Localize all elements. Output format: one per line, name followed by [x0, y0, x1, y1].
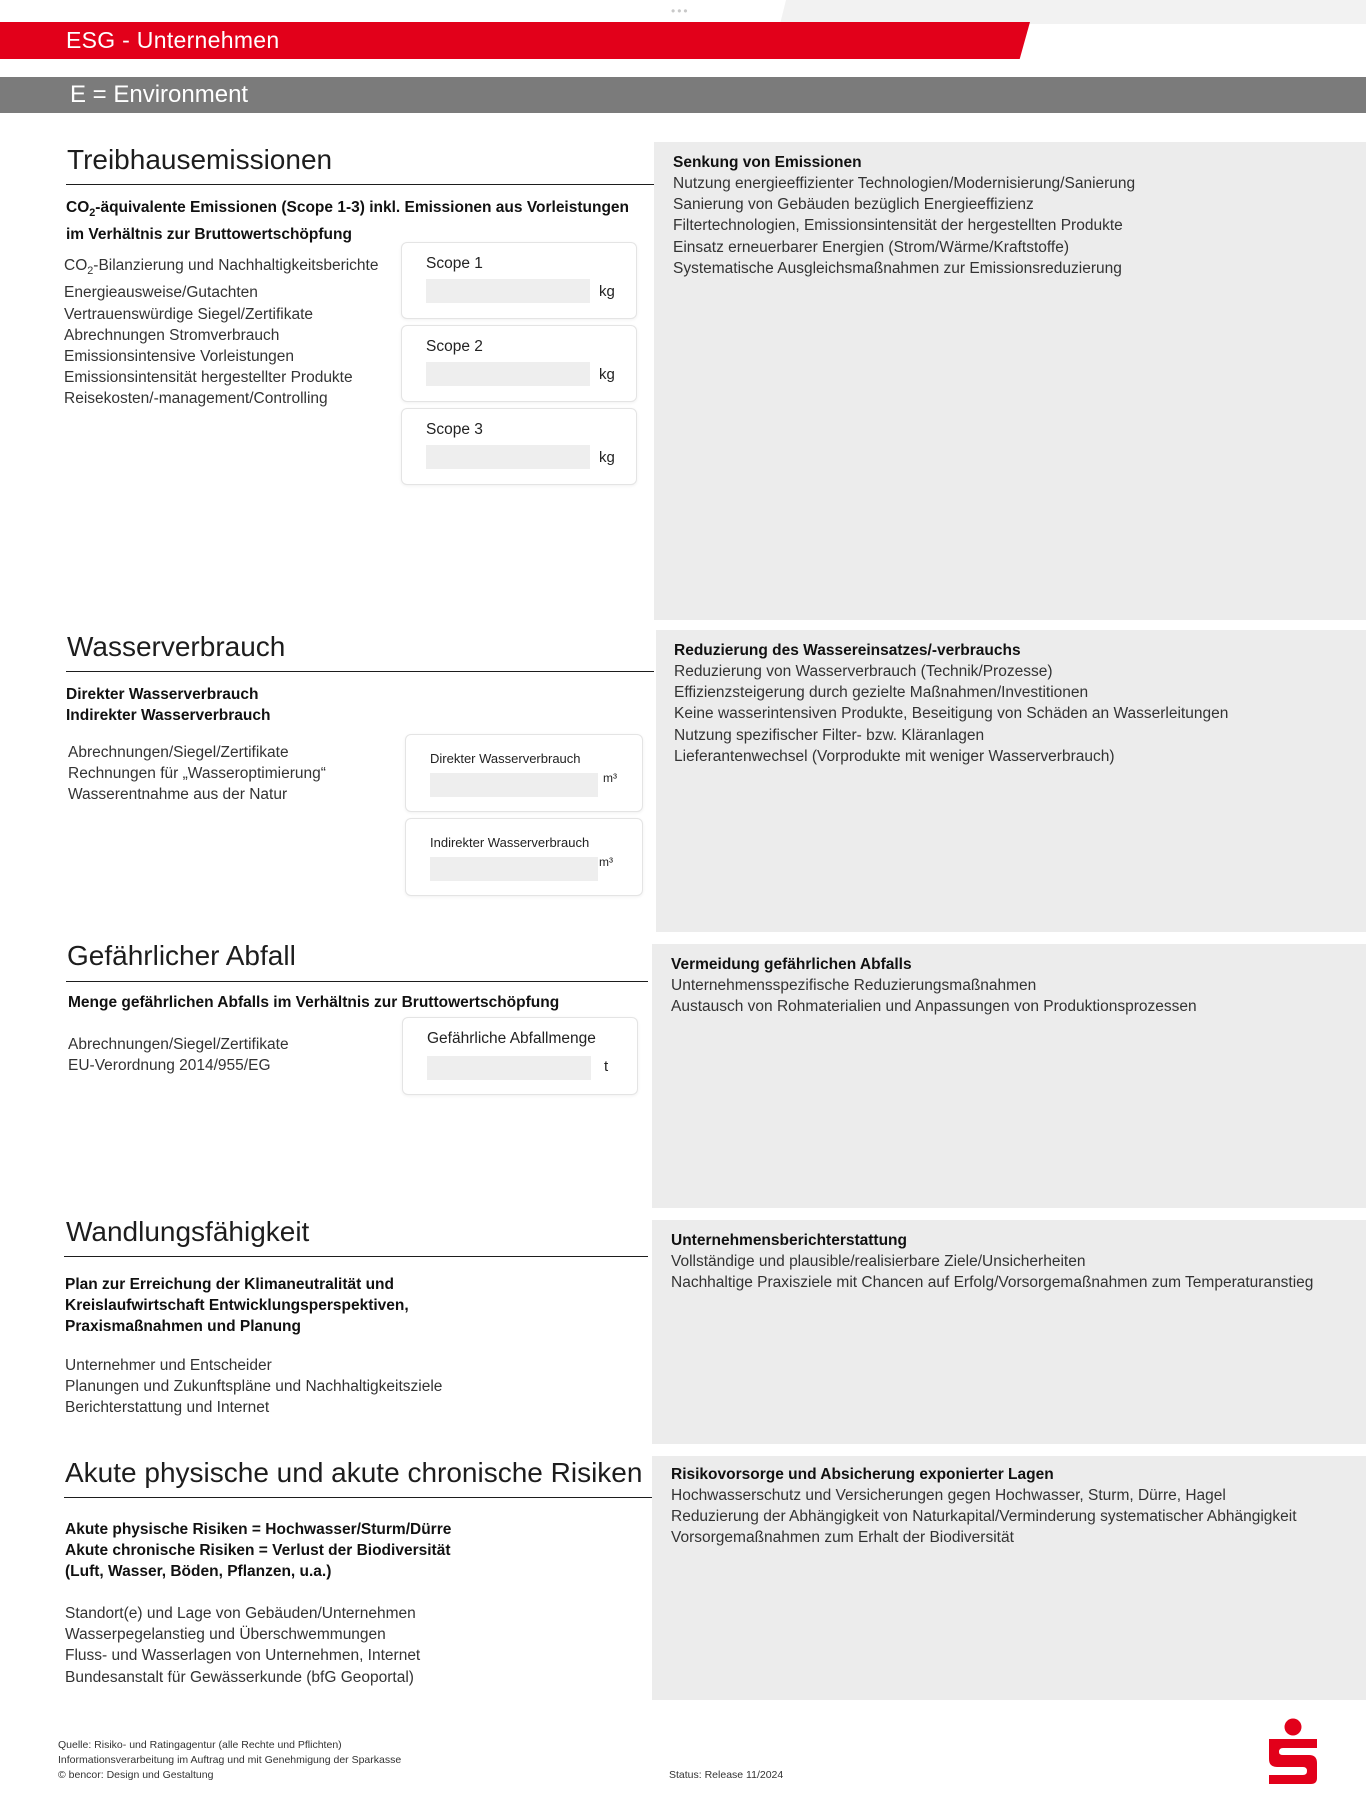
section-rule — [66, 184, 654, 185]
sparkasse-logo-icon — [1265, 1718, 1321, 1786]
section-title-wasser: Wasserverbrauch — [67, 631, 286, 662]
panel-title: Vermeidung gefährlichen Abfalls — [671, 956, 912, 973]
source-list — [68, 742, 326, 806]
page-title: ESG - Unternehmen — [66, 27, 280, 53]
page-subtitle: E = Environment — [70, 81, 249, 108]
footer-status: Status: Release 11/2024 — [669, 1769, 784, 1781]
heading-line: Praxismaßnahmen und Planung — [65, 1318, 301, 1335]
scope-2-unit: kg — [599, 366, 615, 383]
heading-line: Akute physische Risiken = Hochwasser/Sturm/Dürre — [65, 1521, 452, 1538]
heading-line: im Verhältnis zur Bruttowertschöpfung — [66, 226, 352, 244]
list-item: Vollständige und plausible/realisierbare Ziele/Unsicherheiten — [671, 1253, 1086, 1270]
direct-water-unit: m³ — [603, 771, 617, 785]
section-rule — [64, 1256, 648, 1257]
list-item: Reisekosten/-management/Controlling — [64, 390, 328, 408]
heading-line-rest: -äquivalente Emissionen (Scope 1-3) inkl. Emissionen aus Vorleistungen — [95, 199, 630, 216]
heading-line: Kreislaufwirtschaft Entwicklungsperspektiven, — [65, 1297, 409, 1314]
list-item: Unternehmer und Entscheider — [65, 1357, 272, 1374]
measures-panel-wandlung — [652, 1220, 1366, 1444]
footer-line: © bencor: Design und Gestaltung — [58, 1769, 214, 1781]
indirect-water-unit: m³ — [599, 855, 613, 869]
drag-handle-dots: ••• — [671, 4, 690, 18]
list-item: Nachhaltige Praxisziele mit Chancen auf Erfolg/Vorsorgemaßnahmen zum Temperaturanstieg — [671, 1274, 1314, 1292]
list-item: Abrechnungen/Siegel/Zertifikate — [68, 1036, 289, 1053]
list-item: Einsatz erneuerbarer Energien (Strom/Wärme/Kraftstoffe) — [673, 238, 1069, 256]
panel-title: Unternehmensberichterstattung — [671, 1232, 907, 1249]
panel-list — [673, 173, 1135, 279]
section-rule — [66, 671, 654, 672]
panel-title: Reduzierung des Wassereinsatzes/-verbrauchs — [674, 642, 1021, 659]
list-item: Rechnungen für „Wasseroptimierung“ — [68, 765, 326, 783]
indirect-water-input[interactable] — [430, 857, 598, 881]
indirect-water-box — [405, 818, 643, 896]
list-item: $CO_2$-Bilanzierung und Nachhaltigkeitsberichte — [64, 257, 379, 278]
section-title-risiken: Akute physische und akute chronische Risiken — [65, 1457, 643, 1488]
list-item: Hochwasserschutz und Versicherungen gegen Hochwasser, Sturm, Dürre, Hagel — [671, 1487, 1226, 1504]
direct-water-input[interactable] — [430, 773, 598, 797]
heading-line: $CO_2$-äquivalente Emissionen (Scope 1-3) inkl. Emissionen aus Vorleistungen — [66, 199, 630, 220]
measures-panel-abfall — [652, 944, 1366, 1208]
footer-source — [58, 1738, 401, 1783]
list-item: Lieferantenwechsel (Vorprodukte mit weniger Wasserverbrauch) — [674, 747, 1115, 765]
list-item: Berichterstattung und Internet — [65, 1399, 270, 1417]
heading-line: Akute chronische Risiken = Verlust der Biodiversität — [65, 1542, 451, 1559]
list-item: Vorsorgemaßnahmen zum Erhalt der Biodiversität — [671, 1529, 1014, 1547]
direct-water-box — [405, 734, 643, 812]
indirect-water-label: Indirekter Wasserverbrauch — [430, 835, 590, 850]
panel-list — [671, 975, 1197, 1017]
scope-1-unit: kg — [599, 283, 615, 300]
section-title-abfall: Gefährlicher Abfall — [67, 940, 296, 971]
scope-3-label: Scope 3 — [426, 421, 483, 438]
list-item: Wasserentnahme aus der Natur — [68, 786, 288, 804]
list-item: Vertrauenswürdige Siegel/Zertifikate — [64, 305, 313, 323]
section-heading — [65, 1274, 409, 1337]
list-item: Abrechnungen Stromverbrauch — [64, 326, 280, 344]
section-heading — [66, 197, 629, 245]
scope-3-input[interactable] — [426, 445, 590, 469]
measures-panel-emissionen — [654, 142, 1366, 620]
section-heading — [66, 684, 270, 726]
list-item: Wasserpegelanstieg und Überschwemmungen — [65, 1626, 386, 1644]
list-item: Nutzung energieeffizienter Technologien/Modernisierung/Sanierung — [673, 175, 1136, 192]
list-item: Sanierung von Gebäuden bezüglich Energieeffizienz — [673, 196, 1034, 214]
list-item: Abrechnungen/Siegel/Zertifikate — [68, 744, 289, 761]
scope-1-box — [401, 242, 637, 319]
measures-panel-risiken — [652, 1456, 1366, 1700]
scope-2-input[interactable] — [426, 362, 590, 386]
scope-3-box — [401, 408, 637, 485]
scope-1-label: Scope 1 — [426, 255, 483, 272]
scope-2-box — [401, 325, 637, 402]
section-heading — [65, 1519, 451, 1582]
list-item: Reduzierung von Wasserverbrauch (Technik/Prozesse) — [674, 663, 1053, 680]
heading-line: Indirekter Wasserverbrauch — [66, 707, 271, 724]
list-item: Systematische Ausgleichsmaßnahmen zur Emissionsreduzierung — [673, 259, 1122, 277]
measures-panel-wasser — [656, 630, 1366, 932]
panel-title: Senkung von Emissionen — [673, 154, 862, 171]
source-list — [68, 1034, 289, 1076]
footer-line: Quelle: Risiko- und Ratingagentur (alle Rechte und Pflichten) — [58, 1739, 342, 1751]
section-title-wandlung: Wandlungsfähigkeit — [66, 1216, 310, 1247]
section-title-treibhaus: Treibhausemissionen — [67, 144, 333, 175]
heading-line: (Luft, Wasser, Böden, Pflanzen, u.a.) — [65, 1563, 332, 1580]
list-item: Austausch von Rohmaterialien und Anpassungen von Produktionsprozessen — [671, 998, 1197, 1016]
source-list — [65, 1603, 420, 1688]
section-heading — [68, 992, 559, 1013]
hazardous-waste-label: Gefährliche Abfallmenge — [427, 1030, 596, 1047]
heading-line: Menge gefährlichen Abfalls im Verhältnis zur Bruttowertschöpfung — [68, 994, 560, 1011]
list-item: Emissionsintensität hergestellter Produkte — [64, 369, 353, 387]
list-item: Keine wasserintensiven Produkte, Beseitigung von Schäden an Wasserleitungen — [674, 705, 1229, 723]
section-rule — [64, 1497, 652, 1498]
panel-list — [671, 1251, 1313, 1293]
list-item: Unternehmensspezifische Reduzierungsmaßnahmen — [671, 977, 1037, 994]
list-item: Reduzierung der Abhängigkeit von Naturkapital/Verminderung systematischer Abhängigkeit — [671, 1508, 1297, 1526]
top-strip — [780, 0, 1366, 24]
list-item: Fluss- und Wasserlagen von Unternehmen, Internet — [65, 1647, 421, 1665]
list-item: Planungen und Zukunftspläne und Nachhaltigkeitsziele — [65, 1378, 443, 1396]
hazardous-waste-unit: t — [604, 1058, 609, 1075]
panel-title: Risikovorsorge und Absicherung exponierter Lagen — [671, 1466, 1054, 1483]
scope-1-input[interactable] — [426, 279, 590, 303]
panel-list — [674, 661, 1228, 767]
source-list — [64, 255, 378, 410]
direct-water-label: Direkter Wasserverbrauch — [430, 751, 581, 766]
list-item: Bundesanstalt für Gewässerkunde (bfG Geoportal) — [65, 1668, 414, 1686]
scope-3-unit: kg — [599, 449, 615, 466]
section-rule — [66, 981, 648, 982]
list-item: Emissionsintensive Vorleistungen — [64, 347, 295, 365]
list-item: Filtertechnologien, Emissionsintensität der hergestellten Produkte — [673, 217, 1123, 235]
list-item: Standort(e) und Lage von Gebäuden/Unternehmen — [65, 1605, 416, 1622]
source-list — [65, 1355, 442, 1419]
list-item: Effizienzsteigerung durch gezielte Maßnahmen/Investitionen — [674, 684, 1089, 702]
list-item: Nutzung spezifischer Filter- bzw. Kläranlagen — [674, 726, 985, 744]
footer-line: Informationsverarbeitung im Auftrag und mit Genehmigung der Sparkasse — [58, 1754, 402, 1766]
heading-line: Direkter Wasserverbrauch — [66, 686, 259, 703]
scope-2-label: Scope 2 — [426, 338, 483, 355]
list-item: Energieausweise/Gutachten — [64, 284, 258, 302]
list-item: EU-Verordnung 2014/955/EG — [68, 1057, 271, 1075]
heading-line: Plan zur Erreichung der Klimaneutralität und — [65, 1276, 394, 1293]
hazardous-waste-input[interactable] — [427, 1056, 591, 1080]
panel-list — [671, 1485, 1297, 1549]
hazardous-waste-box — [402, 1017, 638, 1095]
